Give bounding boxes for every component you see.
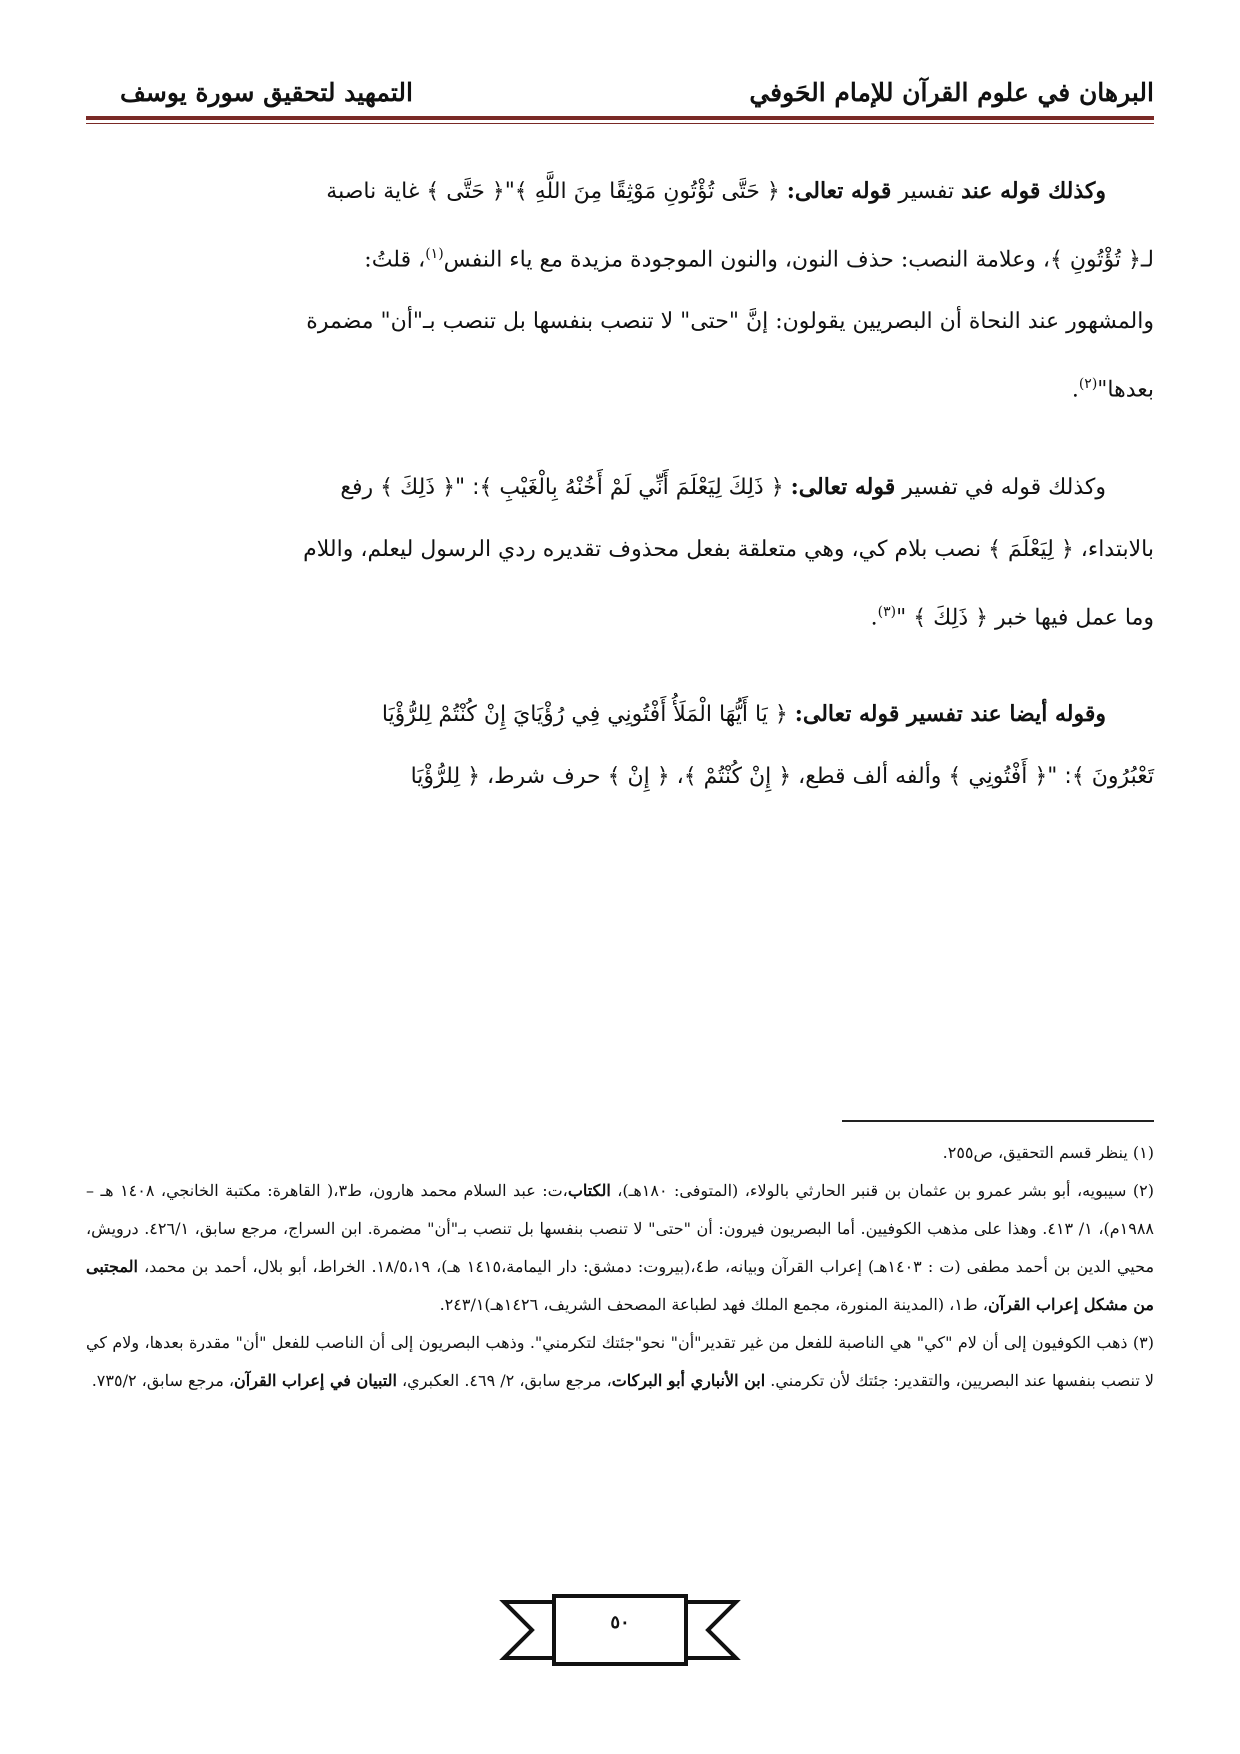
bold-phrase: وقوله أيضا عند تفسير قوله تعالى: (794, 700, 1106, 727)
paragraph-line (86, 160, 1154, 223)
text-run: تفسير (891, 179, 962, 204)
text-run: (٢) سيبويه، أبو بشر عمرو بن عثمان بن قنبر الحارثي بالولاء، (المتوفى: ١٨٠هـ)، (610, 1181, 1155, 1200)
text-run: ، مرجع سابق، ٢/ ٤٦٩. العكبري، (396, 1371, 612, 1390)
page-header (86, 70, 1154, 116)
header-rule (86, 116, 1154, 120)
quran-verse: ﴿ ذَلِكَ لِيَعْلَمَ أَنِّي لَمْ أَخُنْهُ بِالْغَيْبِ ﴾: "﴿ ذَلِكَ ﴾ رفع (340, 474, 791, 500)
book-title-ref: المجتبى من مشكل إعراب القرآن (86, 1257, 1154, 1314)
header-rule-thin (86, 123, 1154, 124)
paragraph-line (86, 223, 1154, 291)
body-text (86, 160, 1154, 842)
paragraph-2 (86, 456, 1154, 649)
footnote-marker[interactable]: (١) (425, 246, 444, 262)
paragraph-line (86, 683, 1154, 746)
text-run: ، قلتُ: (364, 247, 426, 273)
paragraph-1 (86, 160, 1154, 422)
footnotes (86, 1134, 1154, 1400)
footnote-1: (١) ينظر قسم التحقيق، ص٢٥٥. (942, 1143, 1154, 1162)
book-title: البرهان في علوم القرآن للإمام الحَوفي (749, 78, 1154, 107)
text-run: ،ت: عبد السلام محمد هارون، ط٣،( القاهرة: مكتبة الخانجي، ١٤٠٨ هـ – ١٩٨٨م)، ١/ ٤١٣. وهذا على مذهب الكوفيين. أما البصريون فيرون: أن "حتى" لا تنصب بنفسها بل تنصب بـ"أن" مضمرة. ابن السراج، مرجع سابق، ٤٢٦/١. درويش، محيي الدين بن أحمد مطفى (ت : ١٤٠٣هـ) إعراب القرآن وبيانه، ط٤،(بيروت: دمشق: دار اليمامة،١٤١٥ هـ)، ١٨/٥،١٩. الخراط، أبو بلال، أحمد بن محمد، (86, 1181, 1155, 1276)
footnote-3 (86, 1324, 1154, 1400)
paragraph-line: بالابتداء، ﴿ لِيَعْلَمَ ﴾ نصب بلام كي، وهي متعلقة بفعل محذوف تقديره ردي الرسول ليعلم، واللام (303, 536, 1154, 562)
text-run: وما عمل فيها خبر ﴿ ذَلِكَ ﴾ " (896, 604, 1154, 630)
quran-verse: ﴿ حَتَّى تُؤْتُونِ مَوْثِقًا مِنَ اللَّهِ ﴾"﴿ حَتَّى ﴾ غاية ناصبة (326, 179, 787, 204)
page-number: ٥٠ (610, 1612, 630, 1633)
text-run: ، ط١، (المدينة المنورة، مجمع الملك فهد لطباعة المصحف الشريف، ١٤٢٦هـ)٢٤٣/١. (439, 1295, 988, 1314)
text-run: . (1071, 377, 1079, 403)
text-run: وكذلك قوله في تفسير (895, 474, 1106, 500)
footnote-2 (86, 1172, 1154, 1324)
paragraph-line (86, 456, 1154, 519)
paragraph-3 (86, 683, 1154, 808)
author-ref: ابن الأنباري أبو البركات (611, 1371, 766, 1390)
text-run: بعدها" (1097, 377, 1154, 403)
footnote-marker[interactable]: (٢) (1078, 376, 1098, 393)
bold-phrase: قوله تعالى: (790, 473, 896, 500)
section-title: التمهيد لتحقيق سورة يوسف (120, 78, 413, 107)
text-run: لـ﴿ تُؤْتُونِ ﴾، وعلامة النصب: حذف النون، والنون الموجودة مزيدة مع ياء النفس (443, 247, 1154, 273)
text-run: . (870, 604, 878, 630)
bold-phrase: قوله تعالى: (786, 178, 892, 204)
quran-verse: ﴿ يَا أَيُّهَا الْمَلَأُ أَفْتُونِي فِي رُؤْيَايَ إِنْ كُنْتُمْ لِلرُّؤْيَا (381, 701, 795, 727)
book-title-ref: التبيان في إعراب القرآن (234, 1371, 397, 1390)
paragraph-line (86, 353, 1154, 421)
footnote-separator (842, 1120, 1154, 1122)
page-number-badge (498, 1592, 742, 1668)
paragraph-line: والمشهور عند النحاة أن البصريين يقولون: إنَّ "حتى" لا تنصب بنفسها بل تنصب بـ"أن" مضمرة (306, 309, 1154, 335)
footnote-marker[interactable]: (٣) (877, 603, 897, 620)
text-run: ، مرجع سابق، ٧٣٥/٢. (91, 1371, 235, 1390)
bold-phrase: وكذلك قوله عند (961, 178, 1106, 204)
text-run: (٣) ذهب الكوفيون إلى أن لام "كي" هي الناصبة للفعل من غير تقدير"أن" نحو"جئتك لتكرمني". وذهب البصريون إلى أن الناصب للفعل "أن" مقدرة بعدها، ولام كي لا تنصب بنفسها عند البصريين، والتقدير: جئتك لأن تكرمني. (86, 1333, 1155, 1390)
paragraph-line (86, 581, 1154, 649)
book-title-ref: الكتاب (567, 1181, 611, 1200)
paragraph-line: تَعْبُرُونَ ﴾: "﴿ أَفْتُونِي ﴾ وألفه ألف قطع، ﴿ إِنْ كُنْتُمْ ﴾، ﴿ إِنْ ﴾ حرف شرط، ﴿ لِلرُّؤْيَا (410, 763, 1154, 789)
